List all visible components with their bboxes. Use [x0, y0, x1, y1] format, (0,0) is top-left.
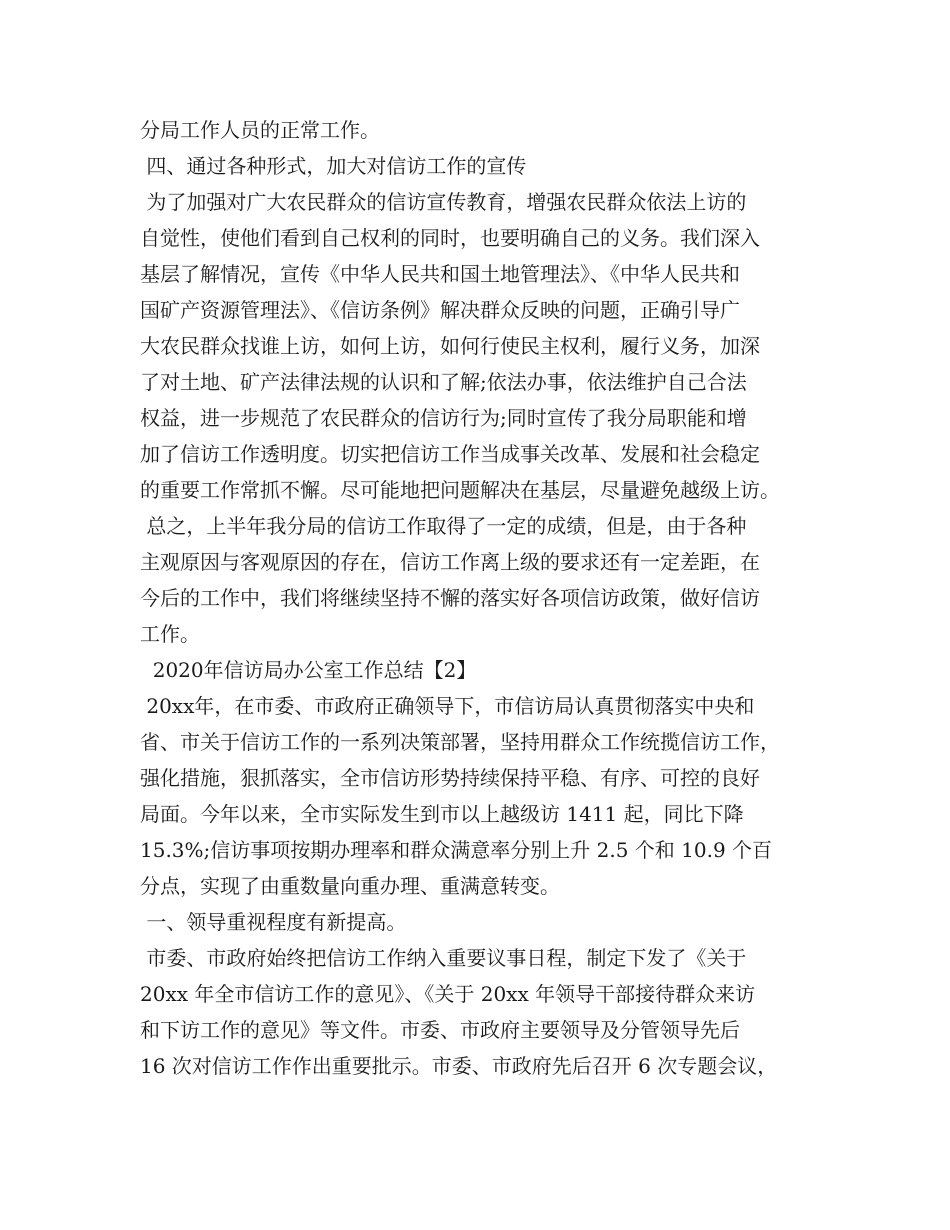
- text-line: 和下访工作的意见》等文件。市委、市政府主要领导及分管领导先后: [140, 1018, 740, 1042]
- text-line: 总之，上半年我分局的信访工作取得了一定的成绩，但是，由于各种: [140, 514, 747, 538]
- text-line: 15.3%;信访事项按期办理率和群众满意率分别上升 2.5 个和 10.9 个百: [140, 838, 773, 862]
- text-line: 权益，进一步规范了农民群众的信访行为;同时宣传了我分局职能和增: [140, 406, 747, 430]
- text-line: 分点，实现了由重数量向重办理、重满意转变。: [140, 874, 560, 898]
- text-line: 自觉性，使他们看到自己权利的同时，也要明确自己的义务。我们深入: [140, 226, 760, 250]
- text-line: 基层了解情况，宣传《中华人民共和国土地管理法》、《中华人民共和: [140, 262, 740, 286]
- section-heading: 四、通过各种形式，加大对信访工作的宣传: [140, 154, 527, 178]
- text-line: 强化措施，狠抓落实，全市信访形势持续保持平稳、有序、可控的良好: [140, 766, 760, 790]
- text-line: 国矿产资源管理法》、《信访条例》解决群众反映的问题，正确引导广: [140, 298, 740, 322]
- text-line: 省、市关于信访工作的一系列决策部署，坚持用群众工作统揽信访工作，: [140, 730, 780, 754]
- text-line: 今后的工作中，我们将继续坚持不懈的落实好各项信访政策，做好信访: [140, 586, 760, 610]
- text-line: 20xx年，在市委、市政府正确领导下，市信访局认真贯彻落实中央和: [140, 694, 755, 718]
- text-line: 加了信访工作透明度。切实把信访工作当成事关改革、发展和社会稳定: [140, 442, 760, 466]
- text-line: 为了加强对广大农民群众的信访宣传教育，增强农民群众依法上访的: [140, 190, 747, 214]
- text-line: 大农民群众找谁上访，如何上访，如何行使民主权利，履行义务，加深: [140, 334, 760, 358]
- text-line: 的重要工作常抓不懈。尽可能地把问题解决在基层，尽量避免越级上访。: [140, 478, 780, 502]
- text-line: 局面。今年以来，全市实际发生到市以上越级访 1411 起，同比下降: [140, 802, 744, 826]
- document-title: 2020年信访局办公室工作总结【2】: [140, 658, 477, 682]
- text-line: 工作。: [140, 622, 200, 646]
- section-heading: 一、领导重视程度有新提高。: [140, 910, 407, 934]
- text-line: 市委、市政府始终把信访工作纳入重要议事日程，制定下发了《关于: [140, 946, 747, 970]
- text-line: 主观原因与客观原因的存在，信访工作离上级的要求还有一定差距，在: [140, 550, 760, 574]
- text-line: 了对土地、矿产法律法规的认识和了解;依法办事，依法维护自己合法: [140, 370, 747, 394]
- text-line: 20xx 年全市信访工作的意见》、《关于 20xx 年领导干部接待群众来访: [140, 982, 756, 1006]
- text-line: 16 次对信访工作作出重要批示。市委、市政府先后召开 6 次专题会议，: [140, 1054, 778, 1078]
- text-line: 分局工作人员的正常工作。: [140, 118, 380, 142]
